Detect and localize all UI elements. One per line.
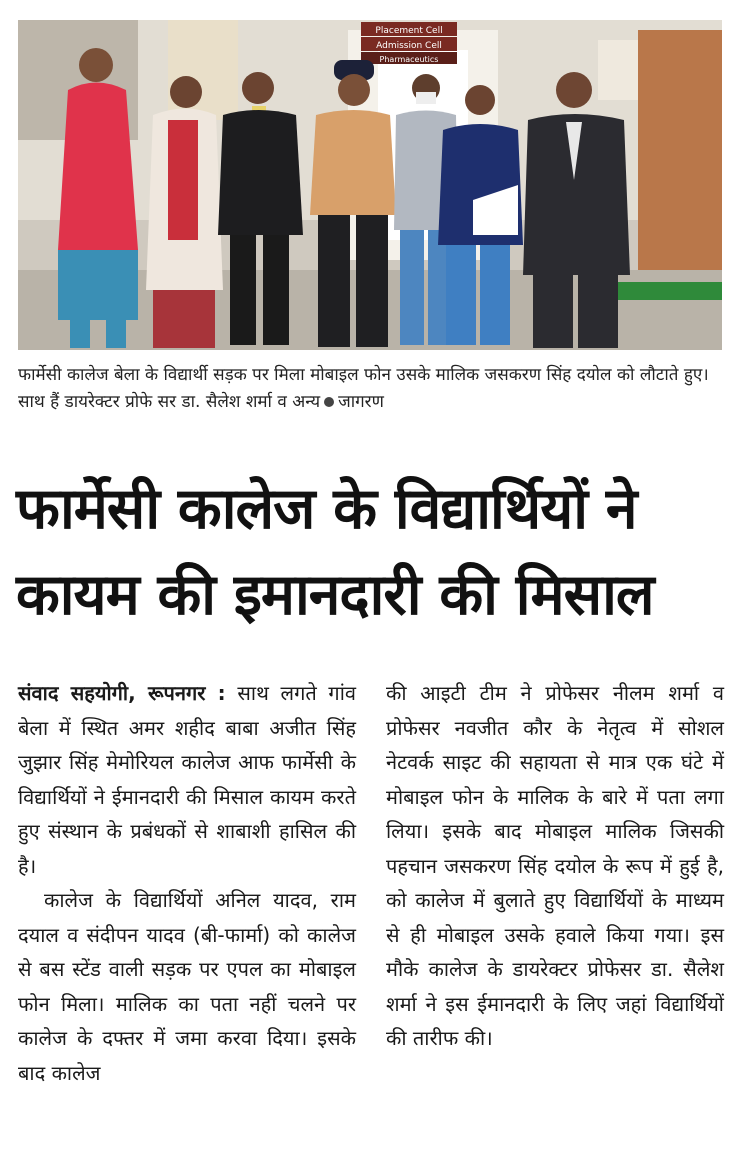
headline-line-2: कायम की इमानदारी की मिसाल: [16, 562, 654, 628]
article-paragraph-1: [18, 676, 356, 883]
photo-credit: जागरण: [338, 392, 384, 412]
news-photo: [18, 20, 722, 350]
headline-line-1: फार्मेसी कालेज के विद्यार्थियों ने: [16, 476, 637, 542]
sign-admission: Admission Cell: [376, 41, 442, 51]
dateline: संवाद सहयोगी, रूपनगर :: [18, 681, 226, 705]
article-paragraph-3: की आइटी टीम ने प्रोफेसर नीलम शर्मा व प्रोफेसर नवजीत कौर के नेतृत्व में सोशल नेटवर्क साइट की सहायता से मात्र एक घंटे में मोबाइल फोन के मालिक के बारे में पता लगा लिया। इसके बाद मोबाइल मालिक जिसकी पहचान जसकरण सिंह दयोल के रूप में हुई है, को कालेज में बुलाते हुए विद्यार्थियों के माध्यम से ही मोबाइल उसके हवाले किया गया। इस मौके कालेज के डायरेक्टर प्रोफेसर डा. सैलेश शर्मा ने इस ईमानदारी के लिए जहां विद्यार्थियों की तारीफ की।: [386, 681, 724, 1050]
photo-caption: [18, 362, 722, 416]
person-1: [58, 48, 138, 348]
sign-placement: Placement Cell: [375, 26, 443, 36]
sign-pharmaceutics: Pharmaceutics: [379, 55, 439, 64]
bullet-icon: [324, 397, 334, 407]
headline: [16, 466, 724, 638]
group-photo-illustration: [18, 20, 722, 350]
article-column-left: [18, 676, 356, 1090]
article-paragraph-2: कालेज के विद्यार्थियों अनिल यादव, राम दयाल व संदीपन यादव (बी-फार्मा) को कालेज से बस स्टेंड वाली सड़क पर एपल का मोबाइल फोन मिला। मालिक का पता नहीं चलने पर कालेज के दफ्तर में जमा करवा दिया। इसके बाद कालेज: [18, 888, 356, 1085]
article-column-right: [386, 676, 724, 1056]
paragraph-1-text: साथ लगते गांव बेला में स्थित अमर शहीद बाबा अजीत सिंह जुझार सिंह मेमोरियल कालेज आफ फार्मेसी के विद्यार्थियों ने ईमानदारी की मिसाल कायम करते हुए संस्थान के प्रबंधकों से शाबाशी हासिल की है।: [18, 681, 356, 878]
person-2: [146, 76, 223, 348]
caption-text: फार्मेसी कालेज बेला के विद्यार्थी सड़क पर मिला मोबाइल फोन उसके मालिक जसकरण सिंह दयोल को लौटाते हुए। साथ हैं डायरेक्टर प्रोफे सर डा. सैलेश शर्मा व अन्य: [18, 365, 709, 412]
